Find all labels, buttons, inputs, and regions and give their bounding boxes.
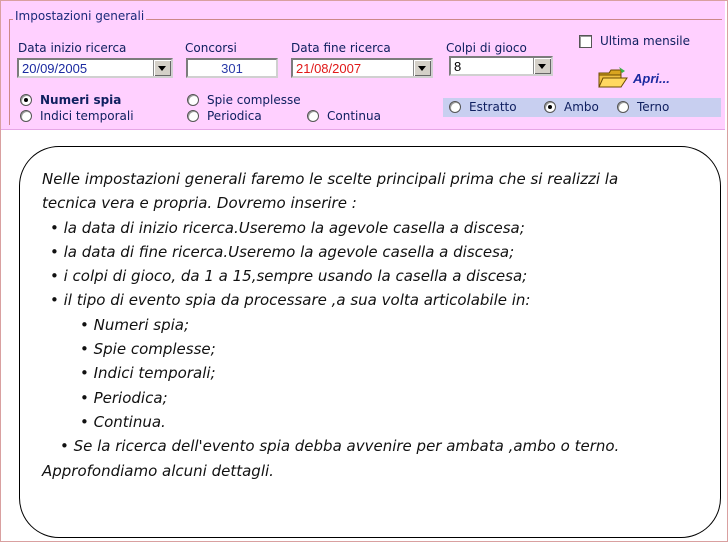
radio-indici-temporali[interactable]	[20, 109, 134, 123]
radio-label: Estratto	[469, 100, 517, 114]
radio-label: Numeri spia	[40, 93, 122, 107]
chevron-down-icon[interactable]	[153, 60, 171, 76]
colpi-dropdown[interactable]	[449, 56, 553, 76]
note-line: Nelle impostazioni generali faremo le scelte principali prima che si realizzi la	[42, 170, 619, 188]
chevron-down-icon[interactable]	[533, 58, 551, 74]
radio-label: Indici temporali	[40, 109, 134, 123]
radio-label: Ambo	[564, 100, 599, 114]
radio-dot[interactable]	[20, 94, 32, 106]
ultima-mensile-label: Ultima mensile	[600, 34, 690, 48]
note-line: • Indici temporali;	[80, 364, 216, 383]
radio-dot[interactable]	[449, 101, 461, 113]
concorsi-input[interactable]	[186, 58, 278, 78]
note-line: tecnica vera e propria. Dovremo inserire :	[42, 194, 357, 213]
note-line: • i colpi di gioco, da 1 a 15,sempre usando la casella a discesa;	[50, 267, 528, 286]
note-line: • Numeri spia;	[80, 315, 190, 334]
radio-periodica[interactable]	[187, 109, 262, 123]
radio-label: Terno	[637, 100, 670, 114]
chevron-down-icon[interactable]	[413, 60, 431, 76]
radio-dot[interactable]	[20, 110, 32, 122]
note-line: • la data di fine ricerca.Useremo la agevole casella a discesa;	[50, 242, 515, 261]
checkbox-box[interactable]	[579, 35, 592, 48]
settings-panel	[1, 1, 725, 130]
label-data-inizio: Data inizio ricerca	[18, 41, 127, 55]
radio-ambo[interactable]	[544, 100, 599, 114]
explanation-note	[19, 146, 721, 538]
note-line: • Periodica;	[80, 388, 168, 407]
radio-numeri-spia[interactable]	[20, 93, 121, 107]
ultima-mensile-checkbox[interactable]	[579, 34, 690, 48]
data-fine-dropdown[interactable]	[291, 58, 433, 78]
folder-open-icon	[597, 65, 629, 91]
note-line: • il tipo di evento spia da processare ,a sua volta articolabile in:	[50, 291, 531, 310]
label-colpi: Colpi di gioco	[446, 41, 527, 55]
note-line: Approfondiamo alcuni dettagli.	[42, 461, 274, 480]
radio-dot[interactable]	[617, 101, 629, 113]
label-data-fine: Data fine ricerca	[291, 41, 391, 55]
radio-dot[interactable]	[307, 110, 319, 122]
radio-dot[interactable]	[544, 101, 556, 113]
radio-terno[interactable]	[617, 100, 669, 114]
label-concorsi: Concorsi	[185, 41, 237, 55]
radio-label: Spie complesse	[207, 93, 301, 107]
note-text	[42, 167, 619, 483]
radio-label: Periodica	[207, 109, 262, 123]
radio-estratto[interactable]	[449, 100, 517, 114]
note-line: • la data di inizio ricerca.Useremo la agevole casella a discesa;	[50, 218, 525, 237]
apri-button[interactable]	[597, 65, 670, 91]
colpi-value: 8	[454, 59, 462, 74]
note-line: • Se la ricerca dell'evento spia debba avvenire per ambata ,ambo o terno.	[60, 437, 620, 456]
apri-label: Apri...	[633, 70, 670, 86]
radio-spie-complesse[interactable]	[187, 93, 301, 107]
note-line: • Spie complesse;	[80, 340, 216, 359]
data-inizio-value: 20/09/2005	[22, 61, 88, 76]
concorsi-value: 301	[221, 61, 243, 76]
data-fine-value: 21/08/2007	[296, 61, 362, 76]
radio-continua[interactable]	[307, 109, 381, 123]
radio-label: Continua	[327, 109, 381, 123]
data-inizio-dropdown[interactable]	[17, 58, 173, 78]
group-title: Impostazioni generali	[15, 9, 145, 23]
radio-dot[interactable]	[187, 94, 199, 106]
radio-dot[interactable]	[187, 110, 199, 122]
note-line: • Continua.	[80, 412, 166, 431]
